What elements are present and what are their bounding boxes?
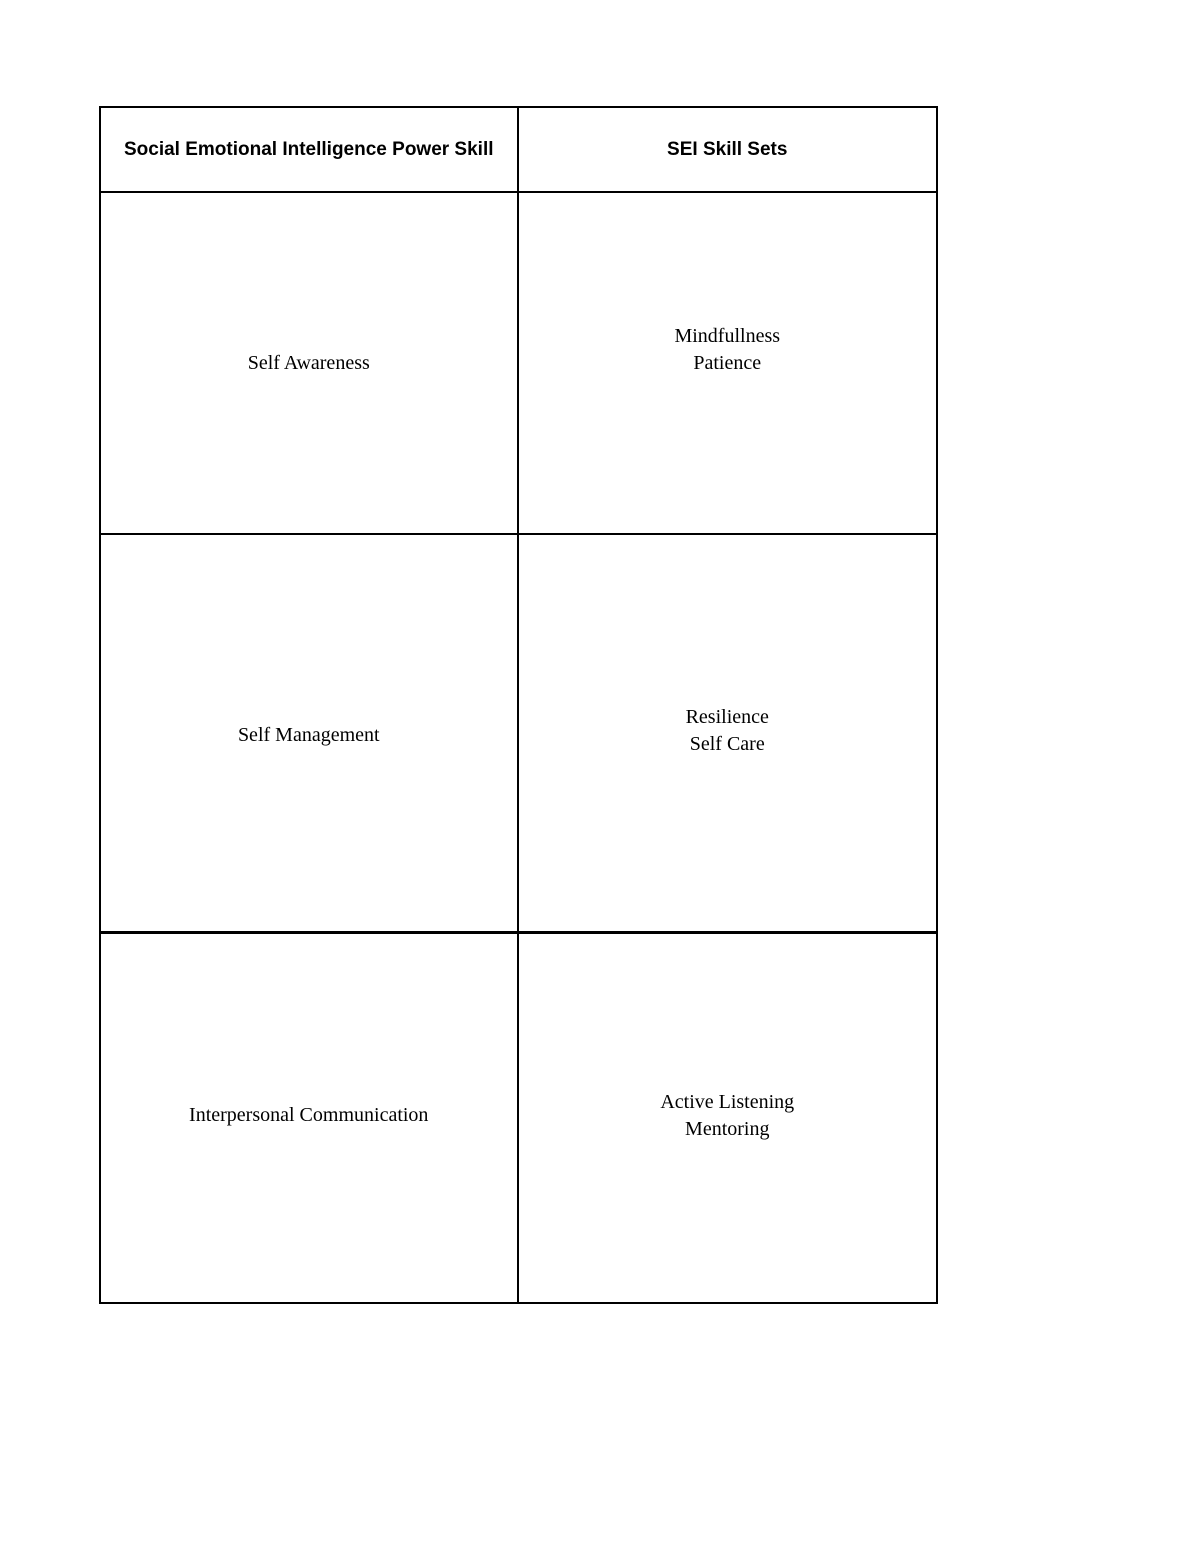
power-skill-cell <box>101 535 519 931</box>
skill-set-item: Mindfullness <box>674 324 781 347</box>
power-skill-label: Self Awareness <box>247 351 370 374</box>
header-power-skill <box>101 108 519 191</box>
skills-table <box>99 106 938 1304</box>
skill-sets-cell <box>519 193 937 533</box>
header-skill-sets-label: SEI Skill Sets <box>667 138 788 160</box>
header-power-skill-label: Social Emotional Intelligence Power Skill <box>123 138 494 160</box>
skill-sets-cell <box>519 535 937 931</box>
skill-set-item: Patience <box>693 351 762 374</box>
skill-set-item: Mentoring <box>685 1117 770 1140</box>
table-body <box>101 108 936 1302</box>
power-skill-label: Self Management <box>237 723 380 746</box>
table-header-row <box>101 108 936 193</box>
header-skill-sets <box>519 108 937 191</box>
power-skill-cell <box>101 193 519 533</box>
power-skill-label: Interpersonal Communication <box>189 1104 429 1126</box>
skill-set-item: Active Listening <box>660 1090 795 1113</box>
table-row <box>101 535 936 934</box>
skill-sets-cell <box>519 934 937 1302</box>
table-row <box>101 193 936 535</box>
skill-set-item: Resilience <box>685 706 769 728</box>
table-row <box>101 934 936 1302</box>
power-skill-cell <box>101 934 519 1302</box>
skill-set-item: Self Care <box>689 733 765 755</box>
